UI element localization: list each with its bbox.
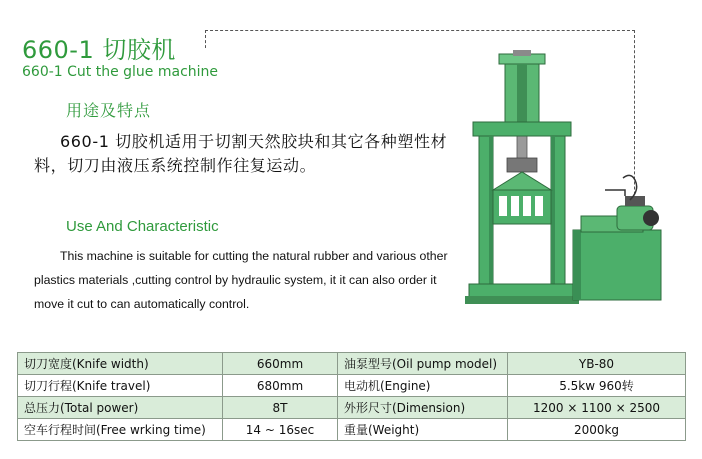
section-heading-cn: 用途及特点 bbox=[66, 101, 152, 120]
spec-table bbox=[17, 352, 686, 441]
spec-label: 油泵型号(Oil pump model) bbox=[338, 353, 508, 375]
spec-label: 外形尺寸(Dimension) bbox=[338, 397, 508, 419]
spec-value: 14 ~ 16sec bbox=[223, 419, 338, 441]
spec-value: 8T bbox=[223, 397, 338, 419]
table-row bbox=[18, 397, 686, 419]
spec-label: 切刀宽度(Knife width) bbox=[18, 353, 223, 375]
table-row bbox=[18, 353, 686, 375]
product-title-en: 660-1 Cut the glue machine bbox=[22, 64, 219, 80]
section-heading-en: Use And Characteristic bbox=[66, 218, 219, 235]
spec-label: 电动机(Engine) bbox=[338, 375, 508, 397]
product-title-cn: 660-1 切胶机 bbox=[22, 36, 176, 64]
description-en-text: This machine is suitable for cutting the natural rubber and various other plastics materials ,cutting control by hydraulic system, it it can also order it move it cut to can automatically control. bbox=[34, 249, 448, 311]
spec-value: 2000kg bbox=[508, 419, 686, 441]
table-row bbox=[18, 419, 686, 441]
description-cn-text: 660-1 切胶机适用于切割天然胶块和其它各种塑性材料，切刀由液压系统控制作往复运动。 bbox=[34, 132, 448, 175]
cutting-machine-image bbox=[455, 40, 675, 310]
table-row bbox=[18, 375, 686, 397]
spec-value: 660mm bbox=[223, 353, 338, 375]
spec-label: 重量(Weight) bbox=[338, 419, 508, 441]
spec-value: 1200 × 1100 × 2500 bbox=[508, 397, 686, 419]
spec-value: 5.5kw 960转 bbox=[508, 375, 686, 397]
spec-label: 总压力(Total power) bbox=[18, 397, 223, 419]
spec-value: 680mm bbox=[223, 375, 338, 397]
description-en bbox=[34, 244, 454, 316]
spec-value: YB-80 bbox=[508, 353, 686, 375]
description-cn bbox=[34, 130, 454, 178]
spec-label: 切刀行程(Knife travel) bbox=[18, 375, 223, 397]
spec-label: 空车行程时间(Free wrking time) bbox=[18, 419, 223, 441]
